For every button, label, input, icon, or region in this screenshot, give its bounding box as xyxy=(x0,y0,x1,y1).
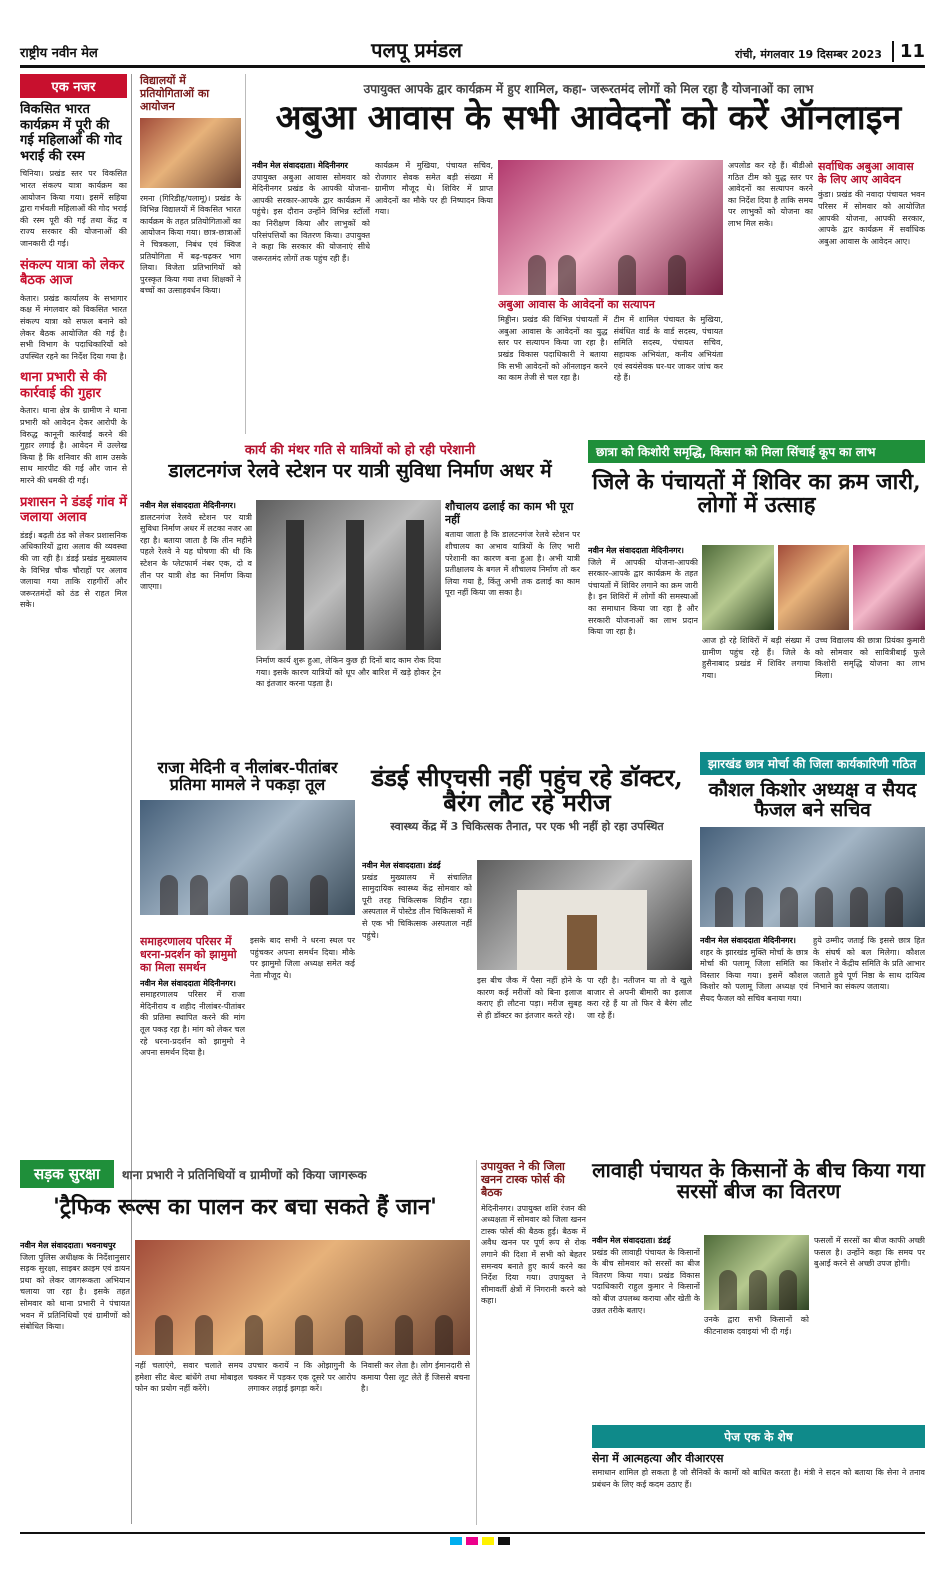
brief-body-4: डंडई। बढ़ती ठंड को लेकर प्रशासनिक अधिकारियों द्वारा अलाव की व्यवस्था की जा रही है। डंडई प्रखंड मुख्यालय के विभिन्न चौक चौराहों पर अलाव जलाया गया ताकि राहगीरों और जरूरतमंदों को ठंड से राहत मिल सके। xyxy=(20,530,127,610)
traffic-body-2: नहीं चलाएंगे, सवार चलाते समय हमेशा सीट बेल्ट बांधेंगे तथा मोबाइल फोन का प्रयोग नहीं करेंगे। xyxy=(135,1361,243,1394)
traffic-col-1 xyxy=(20,1240,130,1525)
camp-body-3: उच्च विद्यालय की छात्रा प्रियंका कुमारी को सोमवार को सावित्रीबाई फुले किशोरी समृद्धि योजना का लाभ मिला। xyxy=(815,636,925,680)
lead-headline: अबुआ आवास के सभी आवेदनों को करें ऑनलाइन xyxy=(275,98,902,138)
chc-body-3: पा रही है। नतीजन या तो वे खुले बाजार से अपनी बीमारी का इलाज करा रहे हैं या तो फिर वे बैरंग लौट जा रहे हैं। xyxy=(587,976,692,1020)
issue-date: रांची, मंगलवार 19 दिसम्बर 2023 xyxy=(735,48,882,61)
pitambar-photo xyxy=(140,800,355,915)
kaushal-col-2 xyxy=(813,935,925,1155)
continued-body: समाधान शामिल हो सकता है जो सैनिकों के कामों को बाधित करता है। मंत्री ने सदन को बताया कि सेना ने तनाव प्रबंधन के लिए कई कदम उठाए हैं। xyxy=(592,1468,925,1489)
brief-body-2: केतार। प्रखंड कार्यालय के सभागार कक्ष में मंगलवार को विकसित भारत संकल्प यात्रा को सफल बनाने को लेकर बैठक आयोजित की गई है। सभी विभाग के पदाधिकारियों को उपस्थित रहने का निर्देश दिया गया है। xyxy=(20,293,127,361)
brief-body-1: चिनिया। प्रखंड स्तर पर विकसित भारत संकल्प यात्रा कार्यक्रम का आयोजन किया गया। इसमें सहिया द्वारा गर्भवती महिलाओं की गोद भराई की रस्म पूरी की गई तथा केंद्र व राज्य सरकार की योजनाओं की जानकारी दी गई। xyxy=(20,169,127,248)
traffic-body-4: निवासी कर लेता है। लोग ईमानदारी से कमाया पैसा लूट लेते हैं जिससे बचना है। xyxy=(361,1361,470,1394)
traffic-col-3 xyxy=(248,1360,356,1525)
chc-body-2: इस बीच जैक में पैसा नहीं होने के कारण कई मरीजों को बिना इलाज कराए ही लौटना पड़ा। मरीज सुबह से ही डॉक्टर का इंतजार करते रहे। xyxy=(477,976,582,1020)
school-competition-story xyxy=(136,74,246,434)
pitambar-body-2: इसके बाद सभी ने धरना स्थल पर पहुंचकर अपना समर्थन दिया। मौके पर झामुमो जिला अध्यक्ष समेत कई नेता मौजूद थे। xyxy=(250,936,355,980)
camp-bar: छात्रा को किशोरी समृद्धि, किसान को मिला सिंचाई कूप का लाभ xyxy=(588,440,925,463)
railway-byline: नवीन मेल संवाददाता मेदिनीनगर। xyxy=(140,501,236,510)
lead-col-4 xyxy=(728,160,813,430)
kaushal-headline: कौशल किशोर अध्यक्ष व सैयद फैजल बने सचिव xyxy=(708,779,917,821)
railway-kicker: कार्य की मंथर गति से यात्रियों को हो रही परेशानी xyxy=(244,443,476,458)
lead-col-1 xyxy=(252,160,370,430)
mustard-body-1: प्रखंड की लावाही पंचायत के किसानों के बीच सोमवार को सरसों का बीज वितरण किया गया। प्रखंड विकास पदाधिकारी राहुल कुमार ने किसानों को बीज उपलब्ध कराया और खेती के उन्नत तरीके बताए। xyxy=(592,1247,700,1315)
chc-sub: स्वास्थ्य केंद्र में 3 चिकित्सक तैनात, पर एक भी नहीं हो रहा उपस्थित xyxy=(390,820,664,834)
camp-photo-2 xyxy=(778,545,850,630)
lead-side-title: सर्वाधिक अबुआ आवास के लिए आए आवेदन xyxy=(818,160,914,187)
page-number: 11 xyxy=(892,41,925,62)
railway-body-1: डालटनगंज रेलवे स्टेशन पर यात्री सुविधा निर्माण अधर में लटका नजर आ रहा है। बताया जाता है कि तीन महीने पहले रेलवे ने यह घोषणा की थी कि स्टेशन के प्लेटफार्म नंबर एक, दो व तीन पर यात्री शेड का निर्माण किया जाएगा। xyxy=(140,512,252,592)
traffic-headline: 'ट्रैफिक रूल्स का पालन कर बचा सकते हैं जान' xyxy=(53,1194,437,1220)
lead-kicker: उपायुक्त आपके द्वार कार्यक्रम में हुए शामिल, कहा- जरूरतमंद लोगों को मिल रहा है योजनाओं का लाभ xyxy=(363,82,814,96)
chc-byline: नवीन मेल संवाददाता। डंडई xyxy=(362,861,441,870)
kaushal-body-1: शहर के झारखंड मुक्ति मोर्चा के छात्र मोर्चा की पलामू जिला समिति का विस्तार किया गया। इसमें कौशल किशोर को पलामू जिला अध्यक्ष एवं सैयद फैजल को सचिव बनाया गया। xyxy=(700,947,808,1003)
railway-side-story xyxy=(445,500,580,750)
lead-photo-caption: अबुआ आवास के आवेदनों का सत्यापन xyxy=(498,298,655,311)
kaushal-body-2: हुये उम्मीद जताई कि इससे छात्र हित के संघर्ष को बल मिलेगा। कौशल किशोर ने केंद्रीय समिति के प्रति आभार जताते हुये पूर्ण निष्ठा के साथ दायित्व निभाने का संकल्प जताया। xyxy=(813,936,925,992)
camp-col-2 xyxy=(702,635,810,745)
brief-title-1: विकसित भारत कार्यक्रम में पूरी की गई महिलाओं की गोद भराई की रस्म xyxy=(20,102,122,164)
continued-sub: सेना में आत्महत्या और वीआरएस xyxy=(592,1452,724,1465)
traffic-bar: सड़क सुरक्षा xyxy=(20,1160,114,1188)
camp-body-2: आज हो रहे शिविरों में बड़ी संख्या में ग्रामीण पहुंच रहे हैं। जिले के हुसैनाबाद प्रखंड में शिविर लगाया गया। xyxy=(702,636,810,680)
chc-col-1 xyxy=(362,860,472,1155)
school-story-body: रमना (गिरिडीह/पलामू)। प्रखंड के विभिन्न विद्यालयों में विकसित भारत कार्यक्रम के तहत प्रतियोगिताओं का आयोजन किया गया। छात्र-छात्राओं ने चित्रकला, निबंध एवं क्विज प्रतियोगिता में बढ़-चढ़कर भाग लिया। विजेता प्रतिभागियों को पुरस्कृत किया गया तथा शिक्षकों ने बच्चों का उत्साहवर्धन किया। xyxy=(140,193,241,296)
ek-nazar-tag: एक नजर xyxy=(20,74,127,98)
camp-body-1: जिले में आपकी योजना-आपकी सरकार-आपके द्वार कार्यक्रम के तहत पंचायतों में शिविर लगाने का क्रम जारी है। इन शिविरों में लोगों की समस्याओं का समाधान किया जा रहा है और सरकारी योजनाओं का लाभ प्रदान किया जा रहा है। xyxy=(588,557,698,637)
lead-body-3: मिड्डीन। प्रखंड की विभिन्न पंचायतों में अबुआ आवास के आवेदनों का युद्ध स्तर पर सत्यापन किया जा रहा है। प्रखंड विकास पदाधिकारी ने बताया कि सभी आवेदनों को ऑनलाइन करने का काम तेजी से चल रहा है। xyxy=(498,315,608,383)
kaushal-byline: नवीन मेल संवाददाता मेदिनीनगर। xyxy=(700,936,796,945)
railway-side-body: बताया जाता है कि डालटनगंज रेलवे स्टेशन पर शौचालय का अभाव यात्रियों के लिए भारी परेशानी का कारण बना हुआ है। अभी यात्री प्रतीक्षालय के बगल में शौचालय निर्माण तो कर लिया गया है, किंतु अभी तक ढलाई का काम पूरा नहीं किया जा सका है। xyxy=(445,530,580,598)
traffic-body-1: जिला पुलिस अधीक्षक के निर्देशानुसार सड़क सुरक्षा, साइबर क्राइम एवं डायन प्रथा को लेकर जागरूकता अभियान चलाया जा रहा है। इसके तहत सोमवार को थाना प्रभारी ने पंचायत भवन में प्रतिनिधियों एवं ग्रामीणों को संबोधित किया। xyxy=(20,1252,130,1332)
railway-photo xyxy=(256,500,441,650)
lead-body-4: टीम में शामिल पंचायत के मुखिया, संबंधित वार्ड के वार्ड सदस्य, पंचायत समिति सदस्य, पंचायत सचिव, सहायक अभियंता, कनीय अभियंता एवं स्वयंसेवक घर-घर जाकर जांच कर रहे हैं। xyxy=(613,315,723,383)
pitambar-body-1: समाहरणालय परिसर में राजा मेदिनीराय व शहीद नीलांबर-पीतांबर की प्रतिमा स्थापित करने की मांग तूल पकड़ रहा है। मांग को लेकर चल रहे धरना-प्रदर्शन को झामुमो ने अपना समर्थन दिया है। xyxy=(140,990,245,1058)
camp-photos xyxy=(702,545,925,630)
chc-photo xyxy=(477,860,692,970)
school-story-title: विद्यालयों में प्रतियोगिताओं का आयोजन xyxy=(140,74,210,114)
lead-col-2 xyxy=(375,160,493,430)
lead-body-2: कार्यक्रम में मुखिया, पंचायत सचिव, रोजगार सेवक समेत बड़ी संख्या में ग्रामीण मौजूद थे। शिविर में प्राप्त आवेदनों का मौके पर ही निष्पादन किया गया। xyxy=(375,161,493,217)
chc-headline: डंडई सीएचसी नहीं पहुंच रहे डॉक्टर, बैरंग लौट रहे मरीज xyxy=(371,763,683,818)
page-footer xyxy=(20,1532,925,1546)
brief-body-3: केतार। थाना क्षेत्र के ग्रामीण ने थाना प्रभारी को आवेदन देकर आरोपी के विरुद्ध कानूनी कार्रवाई करने की गुहार लगाई है। आवेदन में उल्लेख किया है कि शनिवार की शाम उसके साथ मारपीट की गई और जान से मारने की धमकी दी गई। xyxy=(20,406,127,486)
lead-body-5: अपलोड कर रहे हैं। बीडीओ गठित टीम को युद्ध स्तर पर आवेदनों का सत्यापन करने का निर्देश दिया है ताकि समय पर लाभुकों को योजना का लाभ मिल सके। xyxy=(728,161,813,228)
kaushal-photo xyxy=(700,827,925,927)
railway-col-1 xyxy=(140,500,252,750)
chc-story xyxy=(362,765,692,834)
paper-name: राष्ट्रीय नवीन मेल xyxy=(20,46,98,61)
continued-box xyxy=(592,1425,925,1525)
pitambar-byline: नवीन मेल संवाददाता मेदिनीनगर। xyxy=(140,978,236,988)
mustard-col-1 xyxy=(592,1235,700,1420)
lead-body-1: उपायुक्त अबुआ आवास सोमवार को मेदिनीनगर प्रखंड के आपकी योजना-आपकी सरकार-आपके द्वार कार्यक्रम में पहुंचे। इस दौरान उन्होंने विभिन्न स्टॉलों का निरीक्षण किया और लाभुकों को परिसंपत्तियों का वितरण किया। उपायुक्त ने कहा कि सरकार की योजनाएं सीधे जरूरतमंद लोगों तक पहुंच रही हैं। xyxy=(252,172,370,263)
camp-col-3 xyxy=(815,635,925,745)
mining-title: उपायुक्त ने की जिला खनन टास्क फोर्स की बैठक xyxy=(481,1160,565,1200)
lead-story xyxy=(252,80,925,137)
traffic-byline: नवीन मेल संवाददाता। भवनाथपुर xyxy=(20,1241,116,1250)
continued-title: पेज एक के शेष xyxy=(592,1425,925,1448)
camp-story xyxy=(588,440,925,517)
kaushal-story xyxy=(700,752,925,927)
lead-side-body: कुंडा। प्रखंड की नवादा पंचायत भवन परिसर में सोमवार को आयोजित आपकी योजना, आपकी सरकार, आपके द्वार कार्यक्रम में सर्वाधिक अबुआ आवास के आवेदन आए। xyxy=(818,190,925,246)
lead-photo xyxy=(498,160,723,295)
railway-headline: डालटनगंज रेलवे स्टेशन पर यात्री सुविधा निर्माण अधर में xyxy=(168,460,552,482)
print-registration-marks xyxy=(450,1537,510,1545)
mustard-body-2: फसलों में सरसों का बीज काफी अच्छी फसल है। उन्होंने कहा कि समय पर बुआई करने से अच्छी उपज होगी। xyxy=(814,1236,925,1269)
pitambar-story xyxy=(140,760,355,915)
section-title: पलपू प्रमंडल xyxy=(371,38,462,62)
brief-title-3: थाना प्रभारी से की कार्रवाई की गुहार xyxy=(20,370,107,401)
traffic-col-4 xyxy=(361,1360,470,1525)
railway-body-2: निर्माण कार्य शुरू हुआ, लेकिन कुछ ही दिनों बाद काम रोक दिया गया। इसके कारण यात्रियों को धूप और बारिश में खड़े होकर ट्रेन का इंतजार करना पड़ता है। xyxy=(256,656,441,689)
mustard-col-3 xyxy=(814,1235,925,1420)
lead-byline: नवीन मेल संवाददाता। मेदिनीनगर xyxy=(252,161,348,170)
camp-col-1 xyxy=(588,545,698,745)
mustard-story xyxy=(592,1160,925,1202)
traffic-story xyxy=(20,1160,470,1219)
mining-body: मेदिनीनगर। उपायुक्त शशि रंजन की अध्यक्षता में सोमवार को जिला खनन टास्क फोर्स की बैठक हुई। बैठक में अवैध खनन पर पूर्ण रूप से रोक लगाने की दिशा में सभी को बेहतर समन्वय बनाते हुए कार्य करने का निर्देश दिया गया। उपायुक्त ने सीमावर्ती क्षेत्रों में निगरानी करने को कहा। xyxy=(481,1203,586,1306)
traffic-col-2 xyxy=(135,1360,243,1525)
pitambar-col-1 xyxy=(140,935,245,1155)
mustard-byline: नवीन मेल संवाददाता। डंडई xyxy=(592,1236,671,1245)
pitambar-col-2 xyxy=(250,935,355,1155)
mustard-body-3: उनके द्वारा सभी किसानों को कीटनाशक दवाइयां भी दी गई। xyxy=(704,1315,809,1336)
camp-photo-3 xyxy=(853,545,925,630)
mustard-col-2 xyxy=(704,1314,809,1420)
traffic-body-3: उपचार करायें न कि ओझागुनी के चक्कर में पड़कर एक दूसरे पर आरोप लगाकर लड़ाई झगड़ा करें। xyxy=(248,1361,356,1394)
school-photo xyxy=(140,118,241,188)
pitambar-headline: राजा मेदिनी व नीलांबर-पीतांबर प्रतिमा मामले ने पकड़ा तूल xyxy=(157,758,338,794)
traffic-kicker: थाना प्रभारी ने प्रतिनिधियों व ग्रामीणों को किया जागरूक xyxy=(121,1167,367,1182)
pitambar-sub: समाहरणालय परिसर में धरना-प्रदर्शन को झामुमो का मिला समर्थन xyxy=(140,935,237,975)
kaushal-bar: झारखंड छात्र मोर्चा की जिला कार्यकारिणी गठित xyxy=(700,752,925,775)
chc-body-1: प्रखंड मुख्यालय में संचालित सामुदायिक स्वास्थ्य केंद्र सोमवार को पूरी तरह चिकित्सक विहीन रहा। अस्पताल में पोस्टेड तीन चिकित्सकों में से एक भी चिकित्सक अस्पताल नहीं पहुंचे। xyxy=(362,872,472,940)
lead-photo-block xyxy=(498,160,723,414)
mining-taskforce-story xyxy=(476,1160,586,1525)
brief-title-4: प्रशासन ने डंडई गांव में जलाया अलाव xyxy=(20,494,127,526)
camp-headline: जिले के पंचायतों में शिविर का क्रम जारी, लोगों में उत्साह xyxy=(592,469,921,519)
railway-story xyxy=(140,440,580,482)
lead-side-story xyxy=(818,160,925,430)
chc-col-2 xyxy=(477,975,582,1155)
railway-col-2 xyxy=(256,655,441,750)
masthead xyxy=(20,38,925,68)
camp-byline: नवीन मेल संवाददाता मेदिनीनगर। xyxy=(588,546,684,555)
chc-col-3 xyxy=(587,975,692,1155)
brief-title-2: संकल्प यात्रा को लेकर बैठक आज xyxy=(20,257,125,289)
kaushal-col-1 xyxy=(700,935,808,1155)
traffic-photo xyxy=(135,1240,470,1355)
camp-photo-1 xyxy=(702,545,774,630)
mustard-headline: लावाही पंचायत के किसानों के बीच किया गया सरसों बीज का वितरण xyxy=(592,1158,925,1203)
mustard-photo xyxy=(704,1235,809,1310)
railway-side-title: शौचालय ढलाई का काम भी पूरा नहीं xyxy=(445,500,574,527)
